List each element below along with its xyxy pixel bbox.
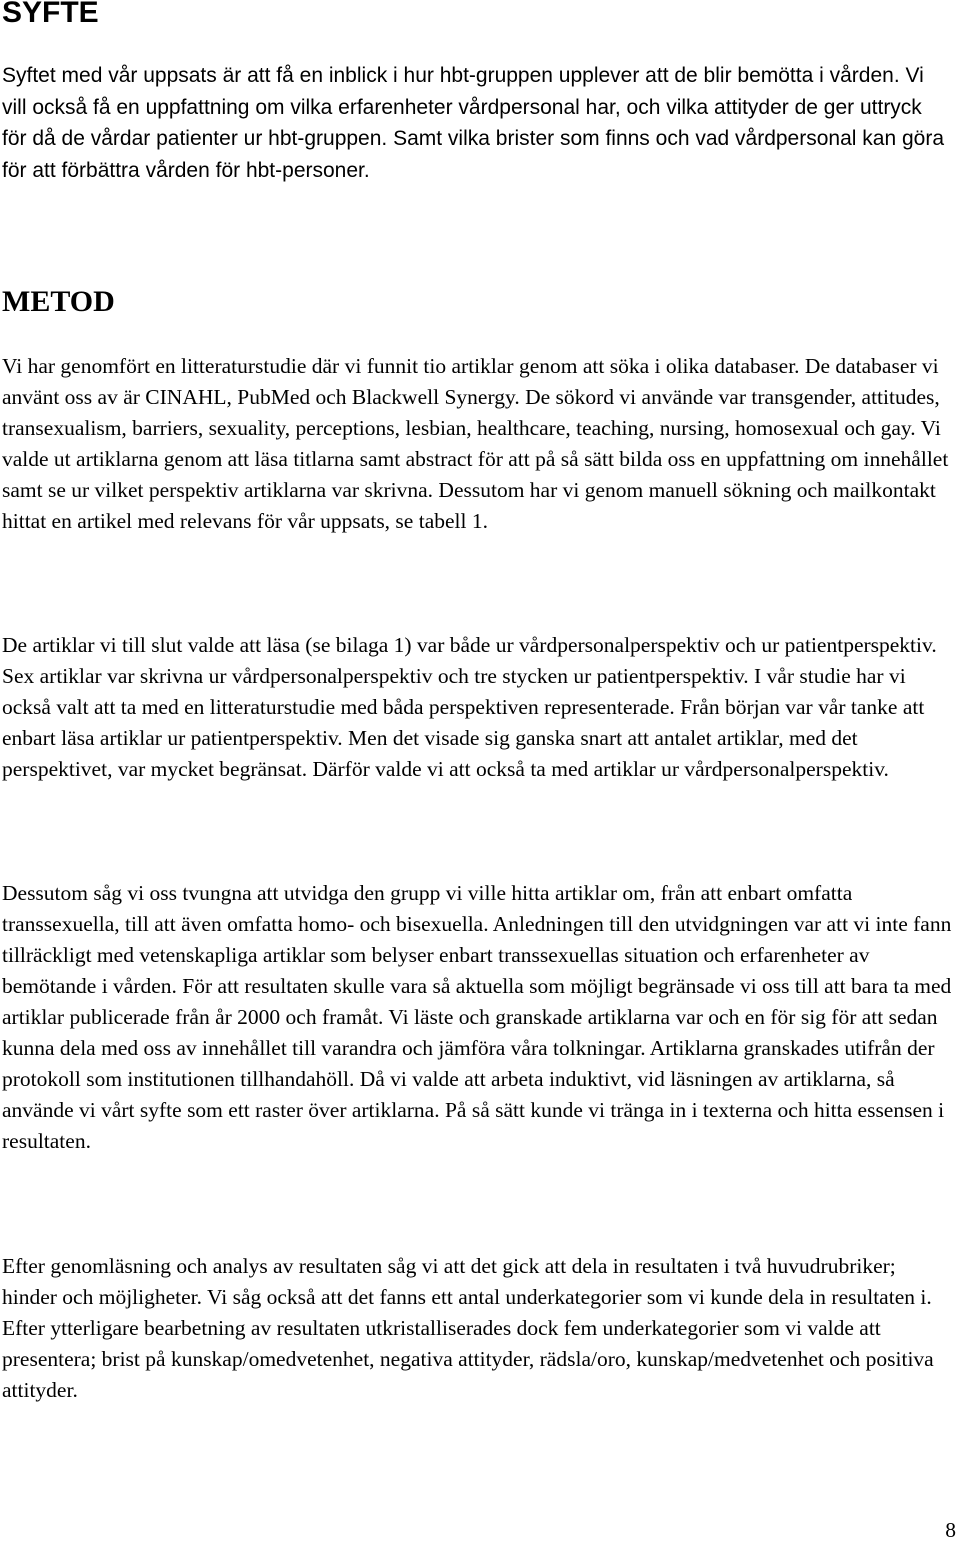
- metod-paragraph-1: Vi har genomfört en litteraturstudie där vi funnit tio artiklar genom att söka i olika databaser. De databaser vi använt oss av är CINAHL, PubMed och Blackwell Synergy. De sökord vi använde var transgender, attitudes, transexualism, barriers, sexuality, perceptions, lesbian, healthcare, teaching, nursing, homosexual och gay. Vi valde ut artiklarna genom att läsa titlarna samt abstract för att på så sätt bilda oss en uppfattning om innehållet samt se ur vilket perspektiv artiklarna var skrivna. Dessutom har vi genom manuell sökning och mailkontakt hittat en artikel med relevans för vår uppsats, se tabell 1.: [2, 354, 949, 533]
- metod-paragraph-2: De artiklar vi till slut valde att läsa (se bilaga 1) var både ur vårdpersonalperspektiv och ur patientperspektiv. Sex artiklar var skrivna ur vårdpersonalperspektiv och tre stycken ur patientperspektiv. I vår studie har vi också valt att ta med en litteraturstudie med båda perspektiven representerade. Från början var vår tanke att enbart läsa artiklar ur patientperspektiv. Men det visade sig ganska snart att antalet artiklar, med det perspektivet, var mycket begränsat. Därför valde vi att också ta med artiklar ur vårdpersonalperspektiv.: [2, 633, 937, 781]
- section-heading-metod: METOD: [2, 285, 115, 318]
- section-heading-syfte: SYFTE: [2, 0, 99, 29]
- page-number: 8: [945, 1518, 956, 1542]
- metod-paragraph-4: Efter genomläsning och analys av resultaten såg vi att det gick att dela in resultaten i två huvudrubriker; hinder och möjligheter. Vi såg också att det fanns ett antal underkategorier som vi kunde dela in resultaten i. Efter ytterligare bearbetning av resultaten utkristalliserades dock fem underkategorier som vi valde att presentera; brist på kunskap/omedvetenhet, negativa attityder, rädsla/oro, kunskap/medvetenhet och positiva attityder.: [2, 1254, 934, 1402]
- metod-paragraph-3: Dessutom såg vi oss tvungna att utvidga den grupp vi ville hitta artiklar om, från att enbart omfatta transsexuella, till att även omfatta homo- och bisexuella. Anledningen till den utvidgningen var att vi inte fann tillräckligt med vetenskapliga artiklar som belyser enbart transsexuellas situation och erfarenheter av bemötande i vården. För att resultaten skulle vara så aktuella som möjligt begränsade vi oss till att bara ta med artiklar publicerade från år 2000 och framåt. Vi läste och granskade artiklarna var och en för sig för att sedan kunna dela med oss av innehållet till varandra och jämföra våra tolkningar. Artiklarna granskades utifrån der protokoll som institutionen tillhandahöll. Då vi valde att arbeta induktivt, vid läsningen av artiklarna, så använde vi vårt syfte som ett raster över artiklarna. På så sätt kunde vi tränga in i texterna och hitta essensen i resultaten.: [2, 881, 952, 1153]
- syfte-paragraph: Syftet med vår uppsats är att få en inblick i hur hbt-gruppen upplever att de blir bemötta i vården. Vi vill också få en uppfattning om vilka erfarenheter vårdpersonal har, och vilka attityder de ger uttryck för då de vårdar patienter ur hbt-gruppen. Samt vilka brister som finns och vad vårdpersonal kan göra för att förbättra vården för hbt-personer.: [2, 64, 944, 182]
